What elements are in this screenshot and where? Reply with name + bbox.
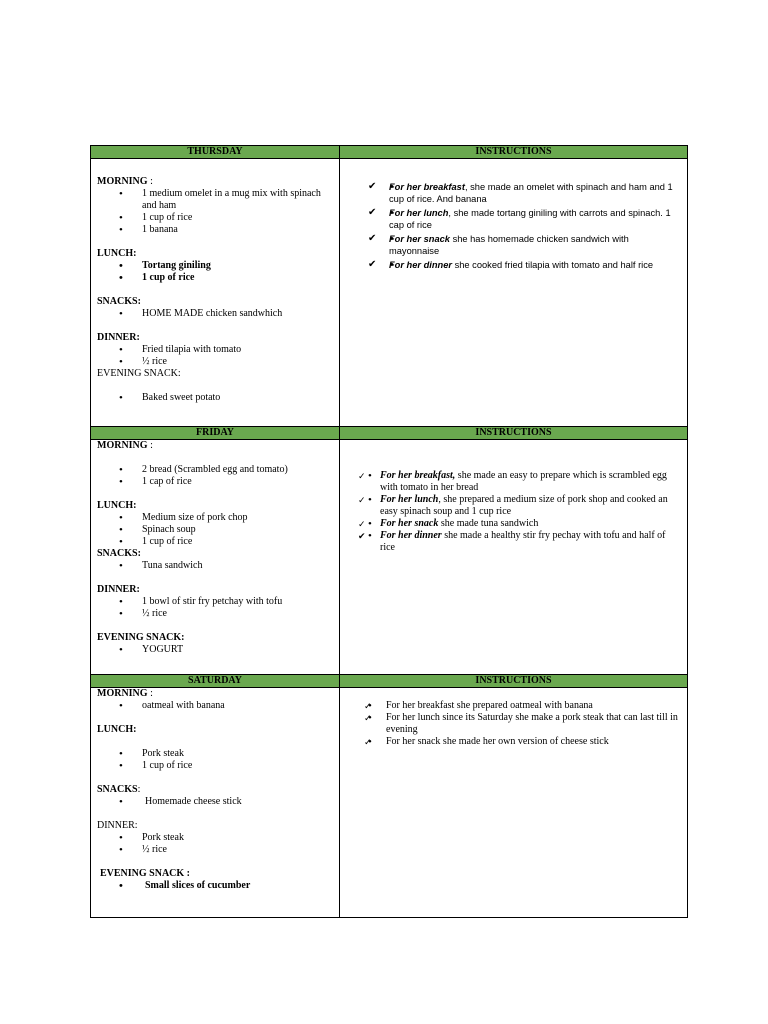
friday-lunch-label: LUNCH: <box>97 500 137 511</box>
list-item: • 2 bread (Scrambled egg and tomato) <box>97 464 333 476</box>
saturday-row <box>91 688 688 918</box>
list-item: • Pork steak <box>97 832 333 844</box>
friday-meals <box>91 440 340 675</box>
check-icon: • ✔ <box>358 531 366 541</box>
thursday-lunch-label: LUNCH: <box>97 248 137 259</box>
friday-snacks-list <box>97 560 333 572</box>
list-item: • Small slices of cucumber <box>97 880 333 892</box>
list-item: • ½ rice <box>97 356 333 368</box>
saturday-snacks-list <box>97 796 333 808</box>
friday-header: FRIDAY <box>91 427 340 440</box>
list-item: • Spinach soup <box>97 524 333 536</box>
list-item: • ✓ For her breakfast she prepared oatmeal with banana <box>346 700 681 712</box>
list-item: • ✓ For her breakfast, she made an easy to prepare which is scrambled egg with tomato in her bread <box>346 470 681 494</box>
list-item: • ✔ For her dinner she cooked fried tilapia with tomato and half rice <box>368 259 681 271</box>
thursday-instructions <box>340 159 688 427</box>
list-item: • 1 bowl of stir fry petchay with tofu <box>97 596 333 608</box>
friday-lunch-list <box>97 512 333 548</box>
thursday-meals <box>91 159 340 427</box>
friday-instructions <box>340 440 688 675</box>
check-icon: • ✓ <box>358 495 366 505</box>
check-icon: • ✔ <box>368 259 377 270</box>
list-item: • 1 cap of rice <box>97 476 333 488</box>
saturday-morning-label: MORNING : <box>97 688 153 699</box>
thursday-header-row <box>91 146 688 159</box>
saturday-dinner-list <box>97 832 333 856</box>
list-item: • 1 cup of rice <box>97 272 333 284</box>
list-item: • Fried tilapia with tomato <box>97 344 333 356</box>
saturday-header: SATURDAY <box>91 675 340 688</box>
friday-header-row <box>91 427 688 440</box>
thursday-morning-label: MORNING : <box>97 176 153 187</box>
check-icon: • ✓ <box>364 713 372 723</box>
list-item: • YOGURT <box>97 644 333 656</box>
meal-plan-table <box>90 145 688 918</box>
list-item: • 1 medium omelet in a mug mix with spinach and ham <box>97 188 333 212</box>
thursday-snacks-list <box>97 308 333 320</box>
saturday-morning-list <box>97 700 333 712</box>
list-item: • ✓ For her snack she made tuna sandwich <box>346 518 681 530</box>
list-item: • ✔ For her lunch, she made tortang giniling with carrots and spinach. 1 cap of rice <box>368 207 681 231</box>
thursday-dinner-label: DINNER: <box>97 332 140 343</box>
list-item: • ✓ For her lunch since its Saturday she make a pork steak that can last till in evening <box>346 712 681 736</box>
list-item: • Medium size of pork chop <box>97 512 333 524</box>
list-item: • 1 cup of rice <box>97 536 333 548</box>
saturday-snacks-label: SNACKS: <box>97 784 141 795</box>
friday-row <box>91 440 688 675</box>
thursday-header: THURSDAY <box>91 146 340 159</box>
check-icon: • ✓ <box>358 519 366 529</box>
list-item: • ✓ For her snack she made her own version of cheese stick <box>346 736 681 748</box>
list-item: • ✓ For her lunch, she prepared a medium size of pork shop and cooked an easy spinach soup and 1 cup rice <box>346 494 681 518</box>
saturday-meals <box>91 688 340 918</box>
list-item: • ✔ For her snack she has homemade chicken sandwich with mayonnaise <box>368 233 681 257</box>
check-icon: • ✓ <box>364 737 372 747</box>
friday-instructions-list <box>346 470 681 554</box>
check-icon: • ✔ <box>368 181 377 192</box>
list-item: • ½ rice <box>97 844 333 856</box>
list-item: • 1 banana <box>97 224 333 236</box>
friday-snacks-label: SNACKS: <box>97 548 141 559</box>
friday-evening-label: EVENING SNACK: <box>97 632 185 643</box>
list-item: • HOME MADE chicken sandwhich <box>97 308 333 320</box>
list-item: • Tortang giniling <box>97 260 333 272</box>
saturday-lunch-label: LUNCH: <box>97 724 137 735</box>
check-icon: • ✓ <box>358 471 366 481</box>
saturday-evening-label: EVENING SNACK : <box>100 868 191 879</box>
friday-evening-list <box>97 644 333 656</box>
list-item: • Homemade cheese stick <box>97 796 333 808</box>
check-icon: • ✔ <box>368 233 377 244</box>
thursday-instructions-list <box>368 181 681 271</box>
list-item: • Tuna sandwich <box>97 560 333 572</box>
saturday-lunch-list <box>97 748 333 772</box>
saturday-instructions-header: INSTRUCTIONS <box>340 675 688 688</box>
thursday-lunch-list <box>97 260 333 284</box>
list-item: • ✔ For her breakfast, she made an omelet with spinach and ham and 1 cup of rice. And banana <box>368 181 681 205</box>
thursday-row <box>91 159 688 427</box>
thursday-evening-label: EVENING SNACK: <box>97 368 181 379</box>
thursday-snacks-label: SNACKS: <box>97 296 141 307</box>
saturday-dinner-label: DINNER: <box>97 820 138 831</box>
saturday-instructions <box>340 688 688 918</box>
thursday-morning-list <box>97 188 333 236</box>
friday-morning-label: MORNING : <box>97 440 153 451</box>
thursday-instructions-header: INSTRUCTIONS <box>340 146 688 159</box>
friday-instructions-header: INSTRUCTIONS <box>340 427 688 440</box>
saturday-header-row <box>91 675 688 688</box>
list-item: • Baked sweet potato <box>97 392 333 404</box>
list-item: • 1 cup of rice <box>97 760 333 772</box>
friday-dinner-list <box>97 596 333 620</box>
list-item: • 1 cup of rice <box>97 212 333 224</box>
thursday-evening-list <box>97 392 333 404</box>
check-icon: • ✔ <box>368 207 377 218</box>
saturday-instructions-list <box>346 700 681 748</box>
list-item: • ✔ For her dinner she made a healthy stir fry pechay with tofu and half of rice <box>346 530 681 554</box>
check-icon: • ✓ <box>364 701 372 711</box>
friday-dinner-label: DINNER: <box>97 584 140 595</box>
list-item: • Pork steak <box>97 748 333 760</box>
friday-morning-list <box>97 464 333 488</box>
saturday-evening-list <box>97 880 333 892</box>
list-item: • ½ rice <box>97 608 333 620</box>
thursday-dinner-list <box>97 344 333 368</box>
list-item: • oatmeal with banana <box>97 700 333 712</box>
